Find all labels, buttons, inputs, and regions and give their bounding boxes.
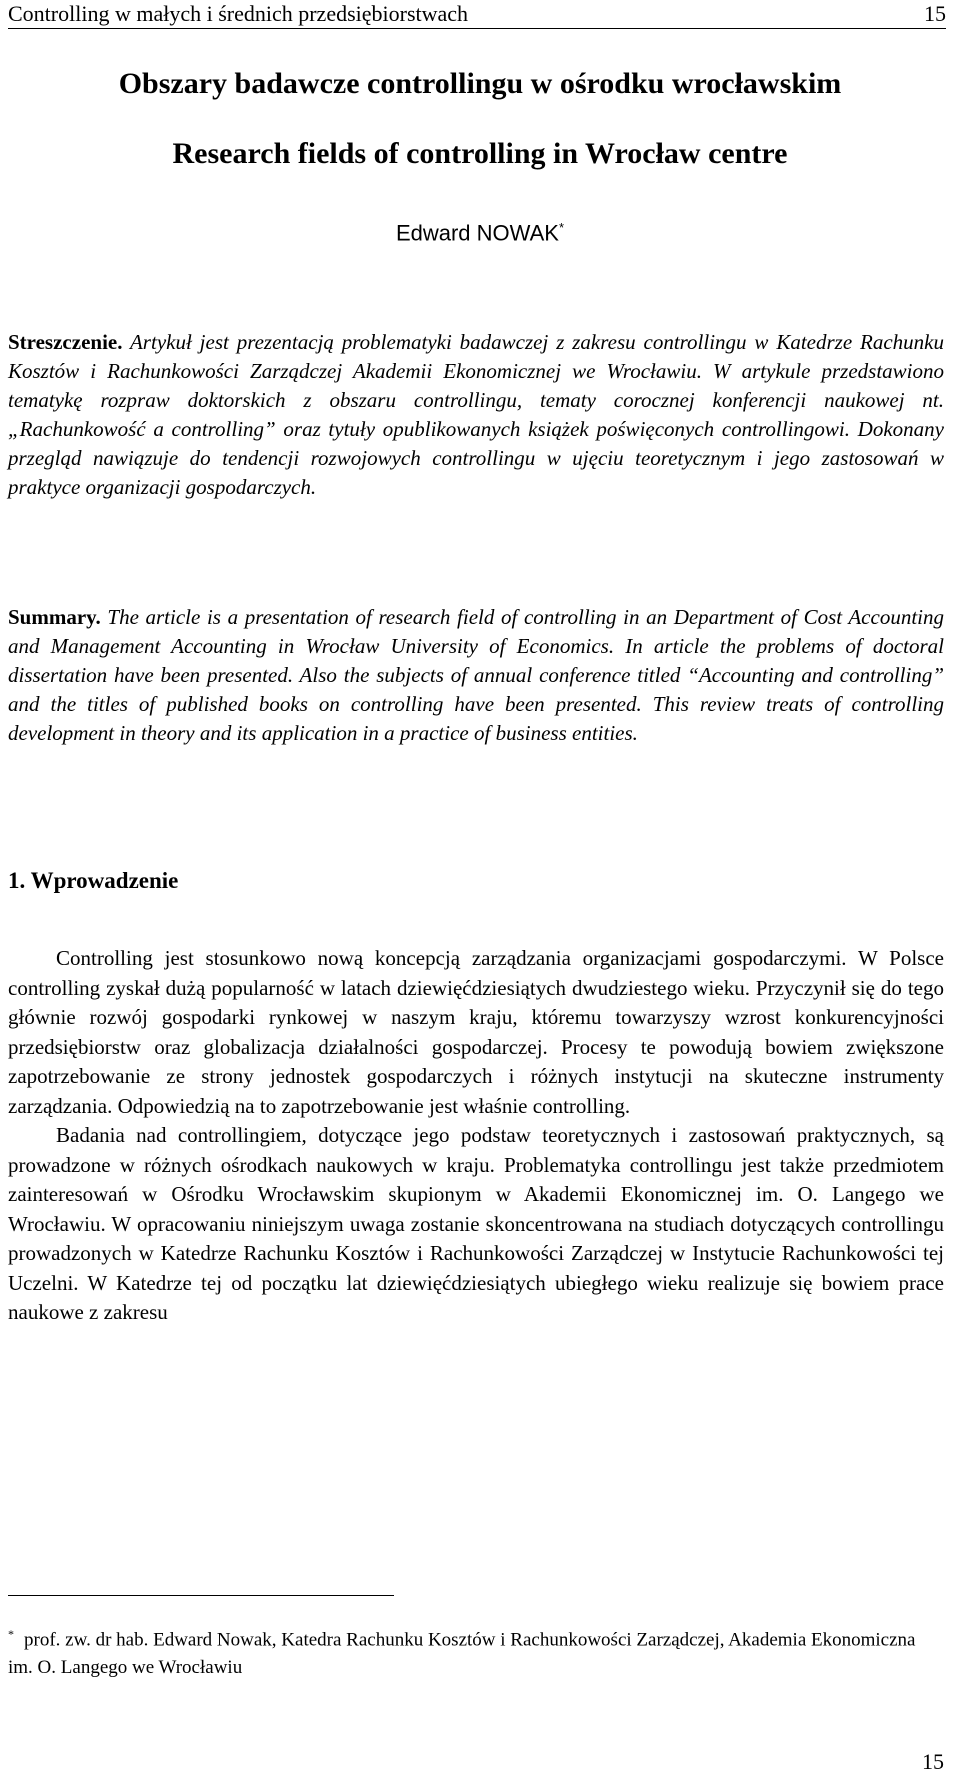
abstract-polish-label: Streszczenie.: [8, 330, 123, 354]
section-heading: 1. Wprowadzenie: [8, 868, 179, 893]
header-page-number: 15: [924, 1, 946, 26]
title-polish: Obszary badawcze controllingu w ośrodku wrocławskim: [118, 67, 842, 100]
abstract-english-label: Summary.: [8, 605, 101, 629]
footnote-divider: [8, 1595, 394, 1596]
abstract-english-text: The article is a presentation of research field of controlling in an Department of Cost Accounting and Management Accounting in Wrocław University of Economics. In article the problems of doctoral dissertation have been presented. Also the subjects of annual conference titled “Accounting and controlling” and the titles of published books on controlling have been presented. This review treats of controlling development in theory and its application in a practice of business entities.: [8, 605, 944, 745]
footnote-text: prof. zw. dr hab. Edward Nowak, Katedra Rachunku Kosztów i Rachunkowości Zarządczej, Akademia Ekonomiczna im. O. Langego we Wrocławiu: [8, 1629, 916, 1679]
footnote-marker: *: [8, 1627, 14, 1641]
body-paragraph: Controlling jest stosunkowo nową koncepcją zarządzania organizacjami gospodarczymi. W Polsce controlling zyskał dużą popularność w latach dziewięćdziesiątych dwudziestego wieku. Przyczynił się do tego głównie rozwój gospodarki rynkowej w naszym kraju, któremu towarzyszy wzrost konkurencyjności przedsiębiorstw oraz globalizacja działalności gospodarczej. Procesy te powodują bowiem zwiększone zapotrzebowanie ze strony jednostek gospodarczych i różnych instytucji na skuteczne instrumenty zarządzania. Odpowiedzią na to zapotrzebowanie jest właśnie controlling.: [8, 946, 944, 1118]
running-title: Controlling w małych i średnich przedsiębiorstwach: [8, 1, 469, 26]
abstract-english: [8, 603, 944, 748]
abstract-polish-text: Artykuł jest prezentacją problematyki badawczej z zakresu controllingu w Katedrze Rachunku Kosztów i Rachunkowości Zarządczej Akademii Ekonomicznej we Wrocławiu. W artykule przedstawiono tematykę rozpraw doktorskich z obszaru controllingu, tematy corocznej konferencji naukowej nt. „Rachunkowość a controlling” oraz tytuły opublikowanych książek poświęconych controllingowi. Dokonany przegląd nawiązuje do tendencji rozwojowych controllingu w ujęciu teoretycznym i jego zastosowań w praktyce organizacji gospodarczych.: [8, 330, 944, 499]
title-english: Research fields of controlling in Wrocław centre: [172, 137, 788, 170]
body-paragraph: Badania nad controllingiem, dotyczące jego podstaw teoretycznych i zastosowań praktycznych, są prowadzone w różnych ośrodkach naukowych w kraju. Problematyka controllingu jest także przedmiotem zainteresowań w Ośrodku Wrocławskim skupionym w Akademii Ekonomicznej im. O. Langego we Wrocławiu. W opracowaniu niniejszym uwaga zostanie skoncentrowana na studiach dotyczących controllingu prowadzonych w Katedrze Rachunku Kosztów i Rachunkowości Zarządczej w Instytucie Rachunkowości tej Uczelni. W Katedrze tej od początku lat dziewięćdziesiątych ubiegłego wieku realizuje się bowiem prace naukowe z zakresu: [8, 1123, 944, 1324]
author-line: [0, 214, 960, 247]
footnote: [8, 1620, 944, 1682]
body-text: [8, 944, 944, 1328]
author-footnote-marker: *: [558, 220, 565, 235]
footer-page-number: 15: [922, 1749, 944, 1774]
author-name: Edward NOWAK: [395, 220, 559, 246]
running-header: [8, 0, 946, 29]
abstract-polish: [8, 328, 944, 502]
